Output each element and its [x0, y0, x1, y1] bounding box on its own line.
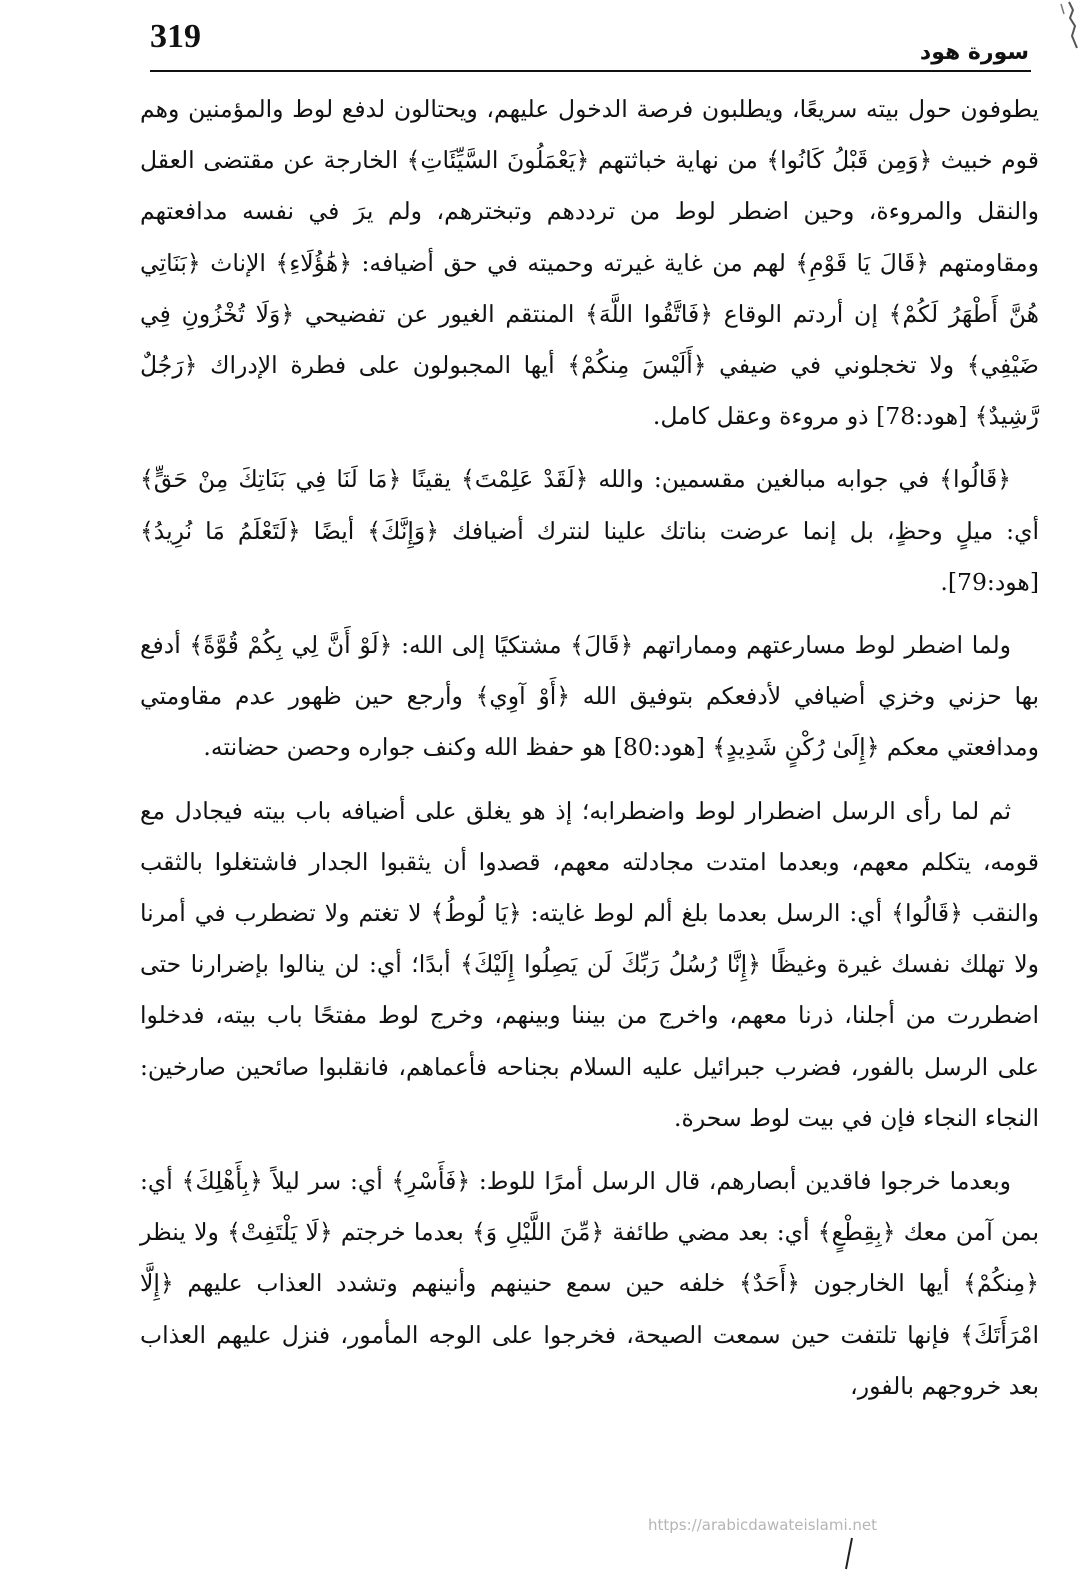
watermark-url: https://arabicdawateislami.net	[648, 1516, 878, 1534]
paragraph: ﴿قَالُوا﴾ في جوابه مبالغين مقسمين: والله ﴿لَقَدْ عَلِمْتَ﴾ يقينًا ﴿مَا لَنَا فِي بَنَاتِكَ مِنْ حَقٍّ﴾ أي: ميلٍ وحظٍ، بل إنما عرضت بناتك علينا لنترك أضيافك ﴿وَإِنَّكَ﴾ أيضًا ﴿لَتَعْلَمُ مَا نُرِيدُ﴾ [هود:79].	[140, 465, 1039, 596]
surah-title: سورة هود	[919, 40, 1029, 65]
paragraph: وبعدما خرجوا فاقدين أبصارهم، قال الرسل أمرًا للوط: ﴿فَأَسْرِ﴾ أي: سر ليلاً ﴿بِأَهْلِكَ﴾ أي: بمن آمن معك ﴿بِقِطْعٍ﴾ أي: بعد مضي طائفة ﴿مِّنَ اللَّيْلِ وَ﴾ بعدما خرجتم ﴿لَا يَلْتَفِتْ﴾ ولا ينظر ﴿مِنكُمْ﴾ أيها الخارجون ﴿أَحَدٌ﴾ خلفه حين سمع حنينهم وأنينهم وتشدد العذاب عليهم ﴿إِلَّا امْرَأَتَكَ﴾ فإنها تلتفت حين سمعت الصيحة، فخرجوا على الوجه المأمور، فنزل عليهم العذاب بعد خروجهم بالفور،	[140, 1167, 1039, 1400]
paragraph: ولما اضطر لوط مسارعتهم ومماراتهم ﴿قَالَ﴾ مشتكيًا إلى الله: ﴿لَوْ أَنَّ لِي بِكُمْ قُوَّةً﴾ أدفع بها حزني وخزي أضيافي لأدفعكم بتوفيق الله ﴿أَوْ آوِي﴾ وأرجع حين ظهور عدم مقاومتي ومدافعتي معكم ﴿إِلَىٰ رُكْنٍ شَدِيدٍ﴾ [هود:80] هو حفظ الله وكنف جواره وحصن حضانته.	[140, 631, 1039, 762]
page-body	[140, 84, 1039, 1412]
scan-edge-mark	[1039, 0, 1079, 60]
paragraph: يطوفون حول بيته سريعًا، ويطلبون فرصة الدخول عليهم، ويحتالون لدفع لوط والمؤمنين وهم قوم خبيث ﴿وَمِن قَبْلُ كَانُوا﴾ من نهاية خباثتهم ﴿يَعْمَلُونَ السَّيِّئَاتِ﴾ الخارجة عن مقتضى العقل والنقل والمروءة، وحين اضطر لوط من ترددهم وتبختره‍م، ولم يرَ في نفسه مدافعتهم ومقاومتهم ﴿قَالَ يَا قَوْمِ﴾ لهم من غاية غيرته وحميته في حق أضيافه: ﴿هَٰؤُلَاءِ﴾ الإناث ﴿بَنَاتِي هُنَّ أَطْهَرُ لَكُمْ﴾ إن أردتم الوقاع ﴿فَاتَّقُوا اللَّهَ﴾ المنتقم الغيور عن تفضيحي ﴿وَلَا تُخْزُونِ فِي ضَيْفِي﴾ ولا تخجلوني في ضيفي ﴿أَلَيْسَ مِنكُمْ﴾ أيها المجبولون على فطرة الإدراك ﴿رَجُلٌ رَّشِيدٌ﴾ [هود:78] ذو مروءة وعقل كامل.	[140, 95, 1039, 431]
paragraph: ثم لما رأى الرسل اضطرار لوط واضطرابه؛ إذ هو يغلق على أضيافه باب بيته فيجادل مع قومه، يتكلم معهم، وبعدما امتدت مجادلته معهم، قصدوا أن يثقبوا الجدار فاشتغلوا بالثقب والنقب ﴿قَالُوا﴾ أي: الرسل بعدما بلغ ألم لوط غايته: ﴿يَا لُوطُ﴾ لا تغتم ولا تضطرب في أمرنا ولا تهلك نفسك غيرة وغيظًا ﴿إِنَّا رُسُلُ رَبِّكَ لَن يَصِلُوا إِلَيْكَ﴾ أبدًا؛ أي: لن ينالوا بإضرارنا حتى اضطررت من أجلنا، ذرنا معهم، واخرج من بيننا وبينهم، وخرج لوط مفتحًا باب بيته، فدخلوا على الرسل بالفور، فضرب جبرائيل عليه السلام بجناحه فأعماهم، فانقلبوا صائحين صارخين: النجاء النجاء فإن في بيت لوط سحرة.	[140, 796, 1039, 1132]
scan-stroke-mark	[838, 1536, 858, 1571]
page-number: 319	[150, 18, 201, 55]
header-divider	[150, 70, 1031, 72]
